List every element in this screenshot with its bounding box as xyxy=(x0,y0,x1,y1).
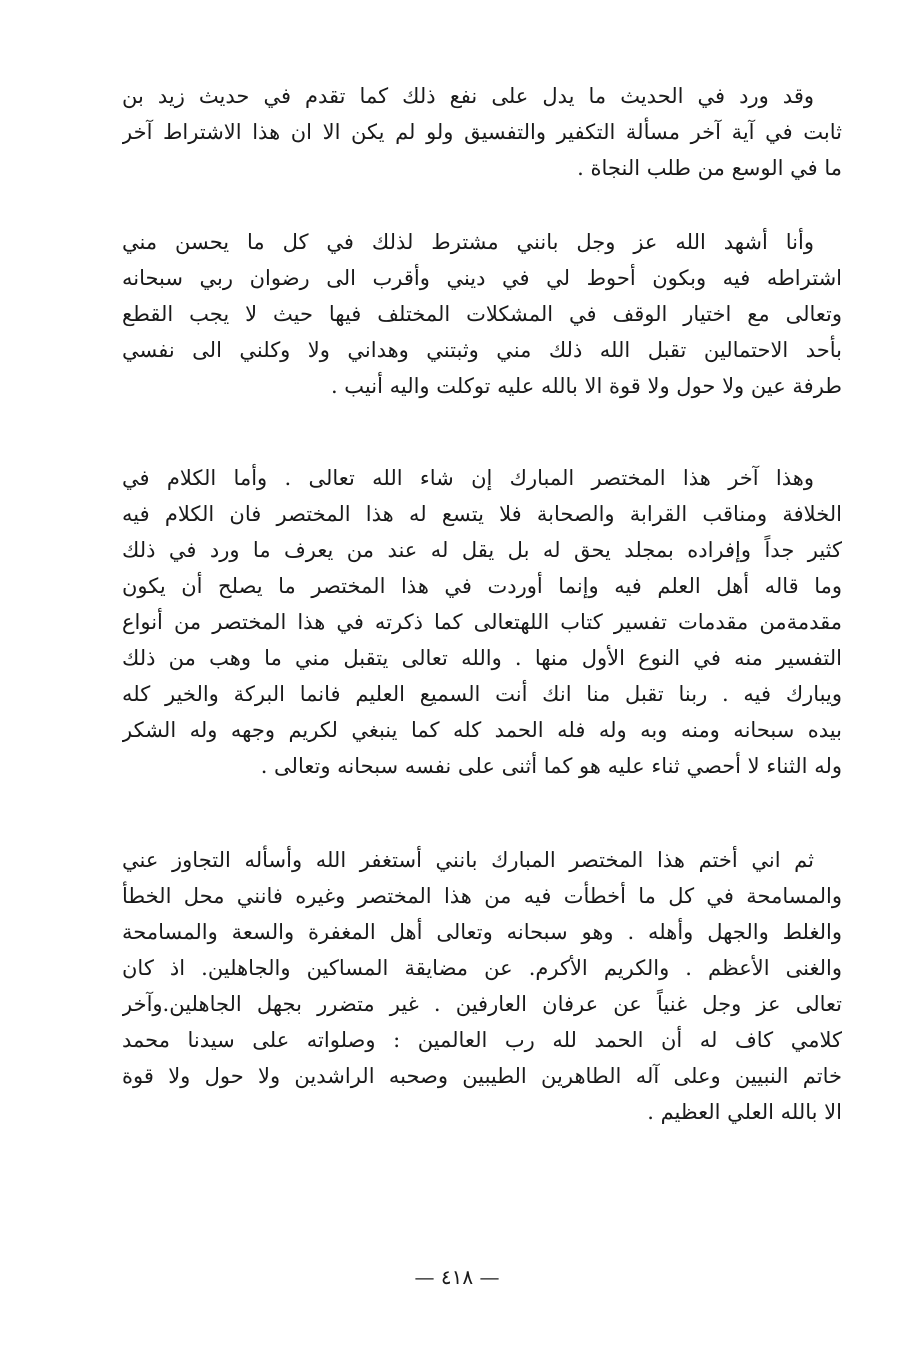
text-line: تعالى عز وجل غنياً عن عرفان العارفين . غير متضرر بجهل الجاهلين.وآخر xyxy=(122,992,842,1016)
text-line: وأنا أشهد الله عز وجل بانني مشترط لذلك في كل ما يحسن مني xyxy=(122,230,814,254)
paragraph-4 xyxy=(122,842,842,1130)
text-line: ويبارك فيه . ربنا تقبل منا انك أنت السميع العليم فانما البركة والخير كله xyxy=(122,682,842,706)
paragraph-2 xyxy=(122,224,842,404)
text-line: والمسامحة في كل ما أخطأت فيه من هذا المختصر وغيره فانني محل الخطأ xyxy=(122,884,842,908)
text-line: وهذا آخر هذا المختصر المبارك إن شاء الله تعالى . وأما الكلام في xyxy=(122,466,814,490)
text-line: ما في الوسع من طلب النجاة . xyxy=(577,156,842,180)
text-line: طرفة عين ولا حول ولا قوة الا بالله عليه توكلت واليه أنيب . xyxy=(330,374,842,398)
text-line: الخلافة ومناقب القرابة والصحابة فلا يتسع له هذا المختصر فان الكلام فيه xyxy=(122,502,842,526)
text-line: اشتراطه فيه وبكون أحوط لي في ديني وأقرب الى رضوان ربي سبحانه xyxy=(122,266,842,290)
text-line: التفسير منه في النوع الأول منها . والله تعالى يتقبل مني ما وهب من ذلك xyxy=(122,646,842,670)
paragraph-1 xyxy=(122,78,842,186)
text-line: ثم اني أختم هذا المختصر المبارك بانني أستغفر الله وأسأله التجاوز عني xyxy=(122,848,814,872)
text-line: وله الثناء لا أحصي ثناء عليه هو كما أثنى على نفسه سبحانه وتعالى . xyxy=(260,754,842,778)
text-line: بيده سبحانه ومنه وبه وله فله الحمد كله كما ينبغي لكريم وجهه وله الشكر xyxy=(122,718,842,742)
text-line: كلامي كاف له أن الحمد لله رب العالمين : وصلواته على سيدنا محمد xyxy=(122,1028,842,1052)
text-line: وما قاله أهل العلم فيه وإنما أوردت في هذا المختصر ما يصلح أن يكون xyxy=(122,574,842,598)
text-line: والغنى الأعظم . والكريم الأكرم. عن مضايقة المساكين والجاهلين. اذ كان xyxy=(122,956,842,980)
text-line: وتعالى مع اختيار الوقف في المشكلات المختلف فيها حيث لا يجب القطع xyxy=(122,302,842,326)
page-number: — ٤١٨ — xyxy=(414,1265,500,1289)
text-line: الا بالله العلي العظيم . xyxy=(647,1100,842,1124)
text-line: بأحد الاحتمالين تقبل الله ذلك مني وثبتني وهداني ولا وكلني الى نفسي xyxy=(122,338,842,362)
text-line: خاتم النبيين وعلى آله الطاهرين الطيبين وصحبه الراشدين ولا حول ولا قوة xyxy=(122,1064,842,1088)
text-line: مقدمةمن مقدمات تفسير كتاب اللهتعالى كما ذكرته في هذا المختصر من أنواع xyxy=(122,610,842,634)
text-line: وقد ورد في الحديث ما يدل على نفع ذلك كما تقدم في حديث زيد بن xyxy=(122,84,814,108)
text-line: كثير جداً وإفراده بمجلد يحق له بل يقل له عند من يعرف ما ورد في ذلك xyxy=(122,538,842,562)
text-line: ثابت في آية آخر مسألة التكفير والتفسيق ولو لم يكن الا ان هذا الاشتراط آخر xyxy=(122,120,842,144)
paragraph-3 xyxy=(122,460,842,784)
text-line: والغلط والجهل وأهله . وهو سبحانه وتعالى أهل المغفرة والسعة والمسامحة xyxy=(122,920,842,944)
